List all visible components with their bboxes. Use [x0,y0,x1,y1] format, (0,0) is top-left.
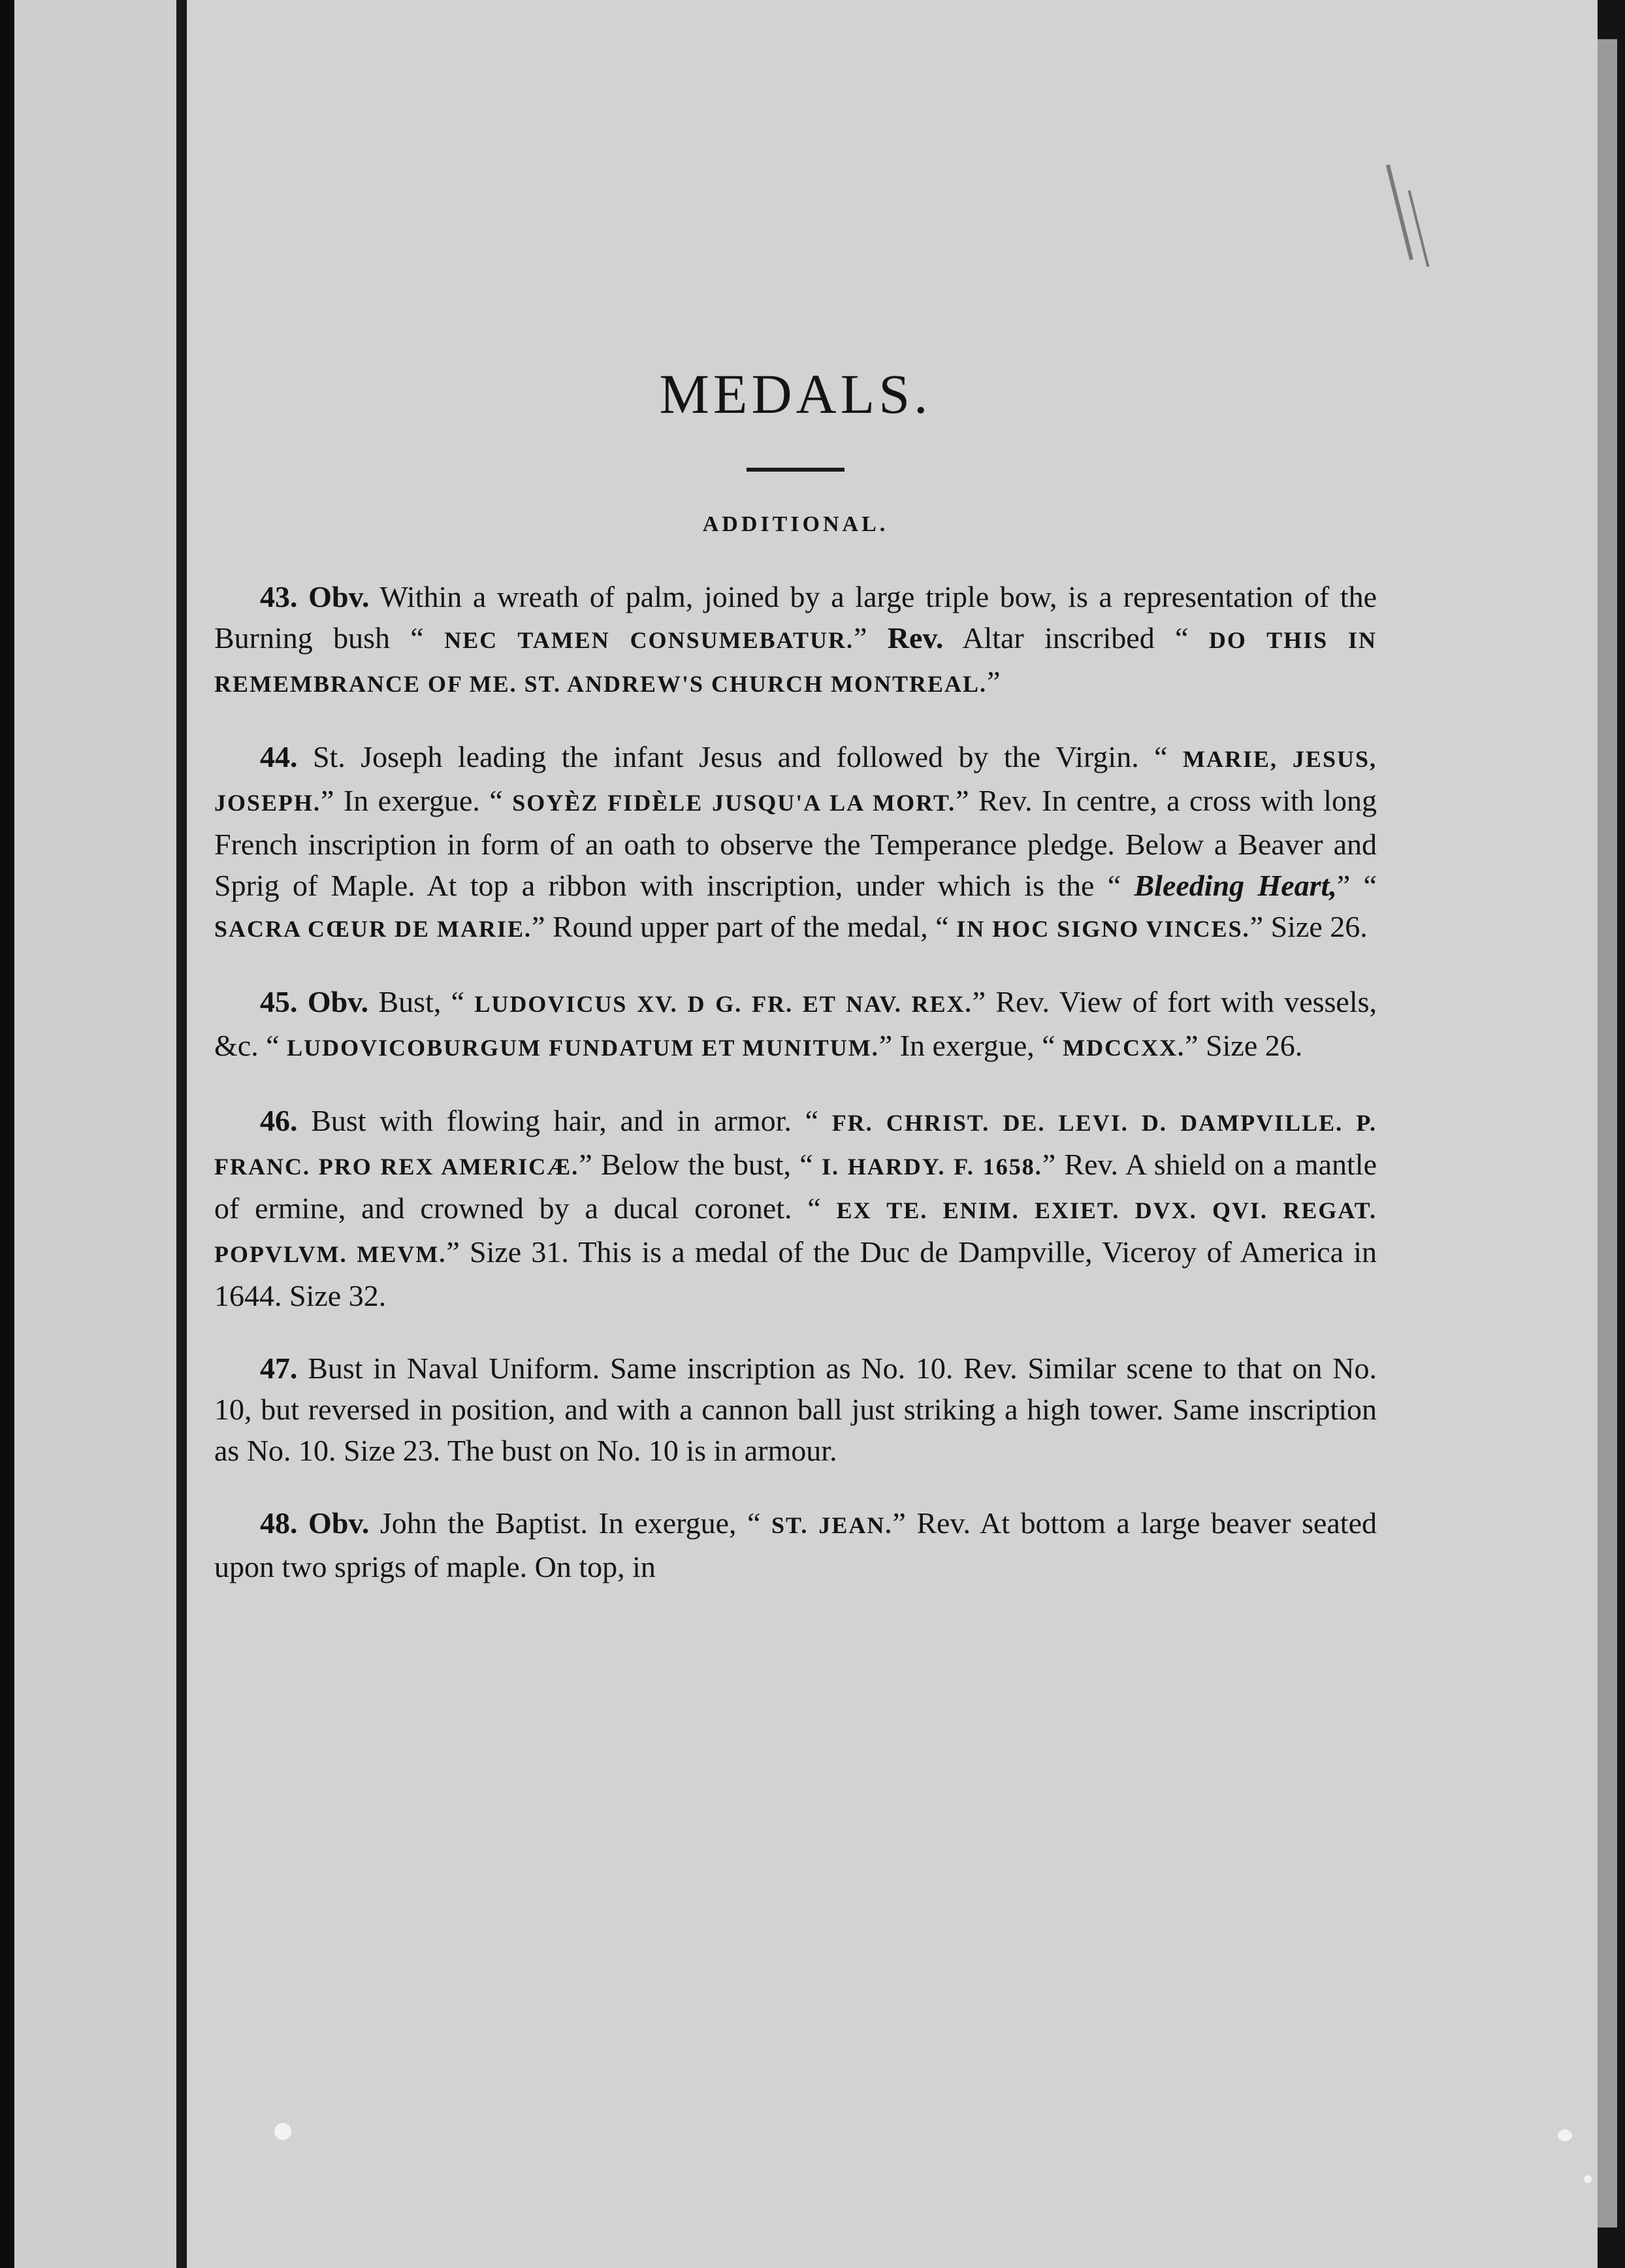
scan-border-right [1617,0,1625,2268]
section-subtitle: ADDITIONAL. [702,512,889,536]
medal-entry [214,1100,1377,1316]
entry-text: John the Baptist. In exergue, “ [369,1506,772,1540]
entry-text: ” Round upper part of the medal, “ [532,910,957,943]
entry-label: Rev. [887,621,944,655]
inscription-text: IN HOC SIGNO VINCES. [956,916,1250,942]
inscription-text: NEC TAMEN CONSUMEBATUR. [444,627,854,653]
inscription-text: SOYÈZ FIDÈLE JUSQU'A LA MORT. [512,790,956,816]
entry-text: Within a wreath of palm, joined by a large triple bow, is a representation of the Burning bush “ [214,580,1377,655]
inscription-text: DO THIS IN REMEMBRANCE OF ME. ST. ANDREW'S CHURCH MONTREAL. [214,627,1377,697]
entry-number: 43. [260,580,309,613]
entry-label: Obv. [307,985,369,1018]
medal-entry [214,1502,1377,1587]
inscription-text: I. HARDY. F. 1658. [822,1154,1042,1180]
scan-border-left [0,0,13,2268]
entry-text: Bust with flowing hair, and in armor. “ [311,1104,832,1137]
inscription-text: SACRA CŒUR DE MARIE. [214,916,532,942]
entry-label: Obv. [308,580,370,613]
title-rule [747,468,845,472]
entry-number: 45. [260,985,308,1018]
entry-text: ” Size 26. [1185,1029,1303,1062]
entry-text: ” Rev. At bottom a large beaver seated upon two sprigs of maple. On top, in [214,1506,1377,1583]
entry-label: Obv. [308,1506,370,1540]
page-title: MEDALS. [659,363,932,425]
book-gutter [176,0,187,2268]
entry-text: ” In exergue, “ [878,1029,1063,1062]
entry-number: 46. [260,1104,312,1137]
scan-speck [274,2123,291,2140]
entry-text: St. Joseph leading the infant Jesus and followed by the Virgin. “ [312,740,1183,773]
inscription-text: EX TE. ENIM. EXIET. DVX. QVI. REGAT. POPVLVM. MEVM. [214,1197,1377,1267]
inscription-text: MDCCXX. [1063,1035,1185,1061]
inscription-text: LUDOVICOBURGUM FUNDATUM ET MUNITUM. [287,1035,879,1061]
medal-entry [214,576,1377,705]
entry-number: 44. [260,740,313,773]
entry-text: Altar inscribed “ [943,621,1209,655]
facing-page [14,0,176,2268]
entry-text: Bust in Naval Uniform. Same inscription as No. 10. Rev. Similar scene to that on No. 10, but reversed in position, and with a cannon ball just striking a high tower. Same inscription as No. 10. Size 23. The bust on No. 10 is in armour. [214,1352,1377,1467]
inscription-text: ST. JEAN. [771,1512,893,1538]
medal-entry [214,981,1377,1069]
entry-text: ” [987,665,1001,698]
entry-text: ” In exergue. “ [321,784,513,817]
entry-text: ” Size 31. This is a medal of the Duc de Dampville, Viceroy of America in 1644. Size 32. [214,1235,1377,1312]
entry-text: ” “ [1336,869,1377,902]
inscription-text: LUDOVICUS XV. D G. FR. ET NAV. REX. [474,991,973,1017]
entry-number: 47. [260,1352,308,1385]
emphasis-text: Bleeding Heart, [1134,869,1337,902]
entry-text: ” Size 26. [1249,910,1368,943]
entry-text: ” Rev. View of fort with vessels, &c. “ [214,985,1377,1062]
medal-entry [214,1348,1377,1471]
page-edge [1598,39,1617,2228]
entry-text: Bust, “ [368,985,475,1018]
inscription-text: FR. CHRIST. DE. LEVI. D. DAMPVILLE. P. FRANC. PRO REX AMERICÆ. [214,1110,1377,1180]
scan-speck [1558,2130,1572,2141]
entry-number: 48. [260,1506,309,1540]
entry-text: ” [853,621,888,655]
entry-text: ” Below the bust, “ [579,1148,822,1181]
scan-speck [1584,2175,1592,2183]
medal-entry [214,736,1377,950]
page-content [214,363,1377,1619]
medal-entries [214,576,1377,1587]
entry-text: ” Rev. In centre, a cross with long French inscription in form of an oath to observe the Temperance pledge. Below a Beaver and Sprig of Maple. At top a ribbon with inscription, under which is the “ [214,784,1377,902]
inscription-text: MARIE, JESUS, JOSEPH. [214,746,1377,816]
entry-text: ” Rev. A shield on a mantle of ermine, and crowned by a ducal coronet. “ [214,1148,1377,1225]
